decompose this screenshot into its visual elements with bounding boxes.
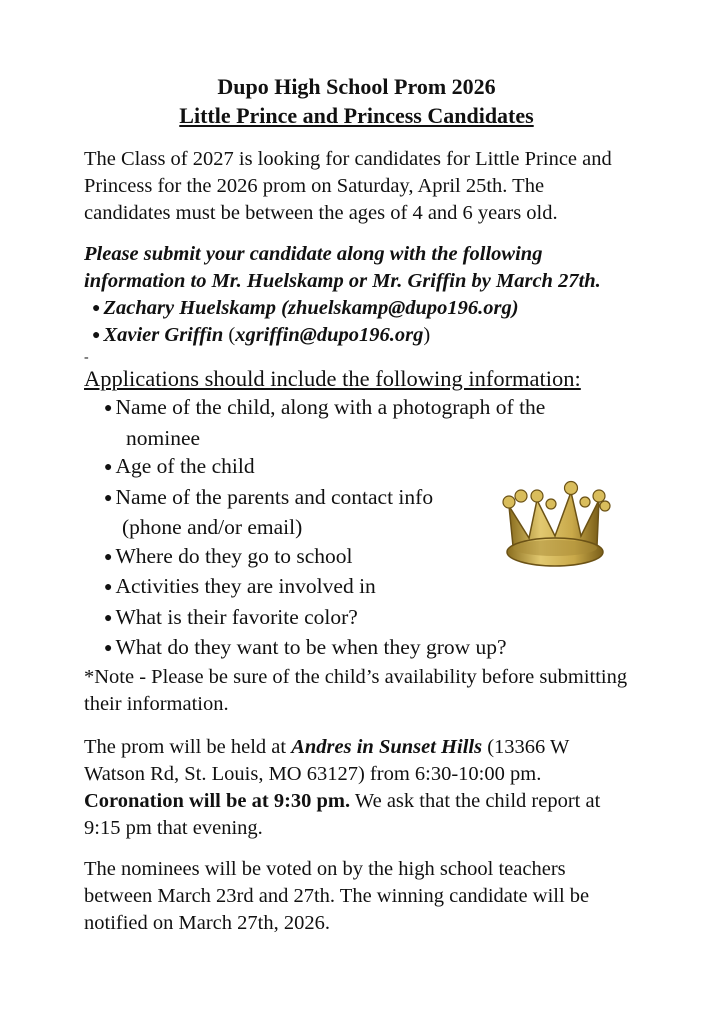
applications-heading: Applications should include the following information:	[84, 366, 581, 391]
contact-email[interactable]: xgriffin@dupo196.org	[235, 324, 424, 346]
list-item: ● What is their favorite color?	[104, 604, 358, 629]
venue-paragraph: The prom will be held at Andres in Sunset Hills (13366 W Watson Rd, St. Louis, MO 63127) from 6:30-10:00 pm. Coronation will be at 9:30 pm. We ask that the child report at 9:15 pm that evening.	[84, 735, 601, 839]
document-title	[84, 72, 629, 130]
list-item: ● Where do they go to school	[104, 543, 353, 568]
submit-instructions: Please submit your candidate along with the following information to Mr. Huelskamp or Mr. Griffin by March 27th.	[84, 243, 601, 292]
list-item: ● Name of the parents and contact info	[104, 484, 434, 509]
coronation-time: Coronation will be at 9:30 pm.	[84, 789, 351, 812]
venue-name: Andres in Sunset Hills	[291, 735, 483, 758]
intro-paragraph: The Class of 2027 is looking for candidates for Little Prince and Princess for the 2026 prom on Saturday, April 25th. The candidates must be between the ages of 4 and 6 years old.	[84, 148, 612, 224]
list-item: ● Activities they are involved in	[104, 574, 376, 598]
availability-note: *Note - Please be sure of the child’s availability before submitting their information.	[84, 665, 628, 715]
contact-item: ● Xavier Griffin (xgriffin@dupo196.org)	[92, 324, 431, 346]
title-line-1: Dupo High School Prom 2026	[217, 74, 496, 99]
title-line-2: Little Prince and Princess Candidates	[179, 103, 534, 128]
list-item-continuation: nominee	[126, 425, 201, 450]
list-item: ● Age of the child	[104, 454, 255, 478]
contact-item: ● Zachary Huelskamp (zhuelskamp@dupo196.org)	[92, 297, 519, 319]
list-item: ● Name of the child, along with a photograph of the	[104, 395, 546, 419]
crown-icon	[499, 478, 611, 570]
contact-email[interactable]: (zhuelskamp@dupo196.org)	[281, 297, 519, 319]
list-item-continuation: (phone and/or email)	[122, 515, 303, 539]
voting-paragraph: The nominees will be voted on by the high school teachers between March 23rd and 27th. The winning candidate will be notified on March 27th, 2026.	[84, 857, 590, 934]
list-item: ● What do they want to be when they grow up?	[104, 635, 507, 659]
stray-dash: -	[84, 350, 89, 365]
contact-list	[84, 295, 629, 349]
